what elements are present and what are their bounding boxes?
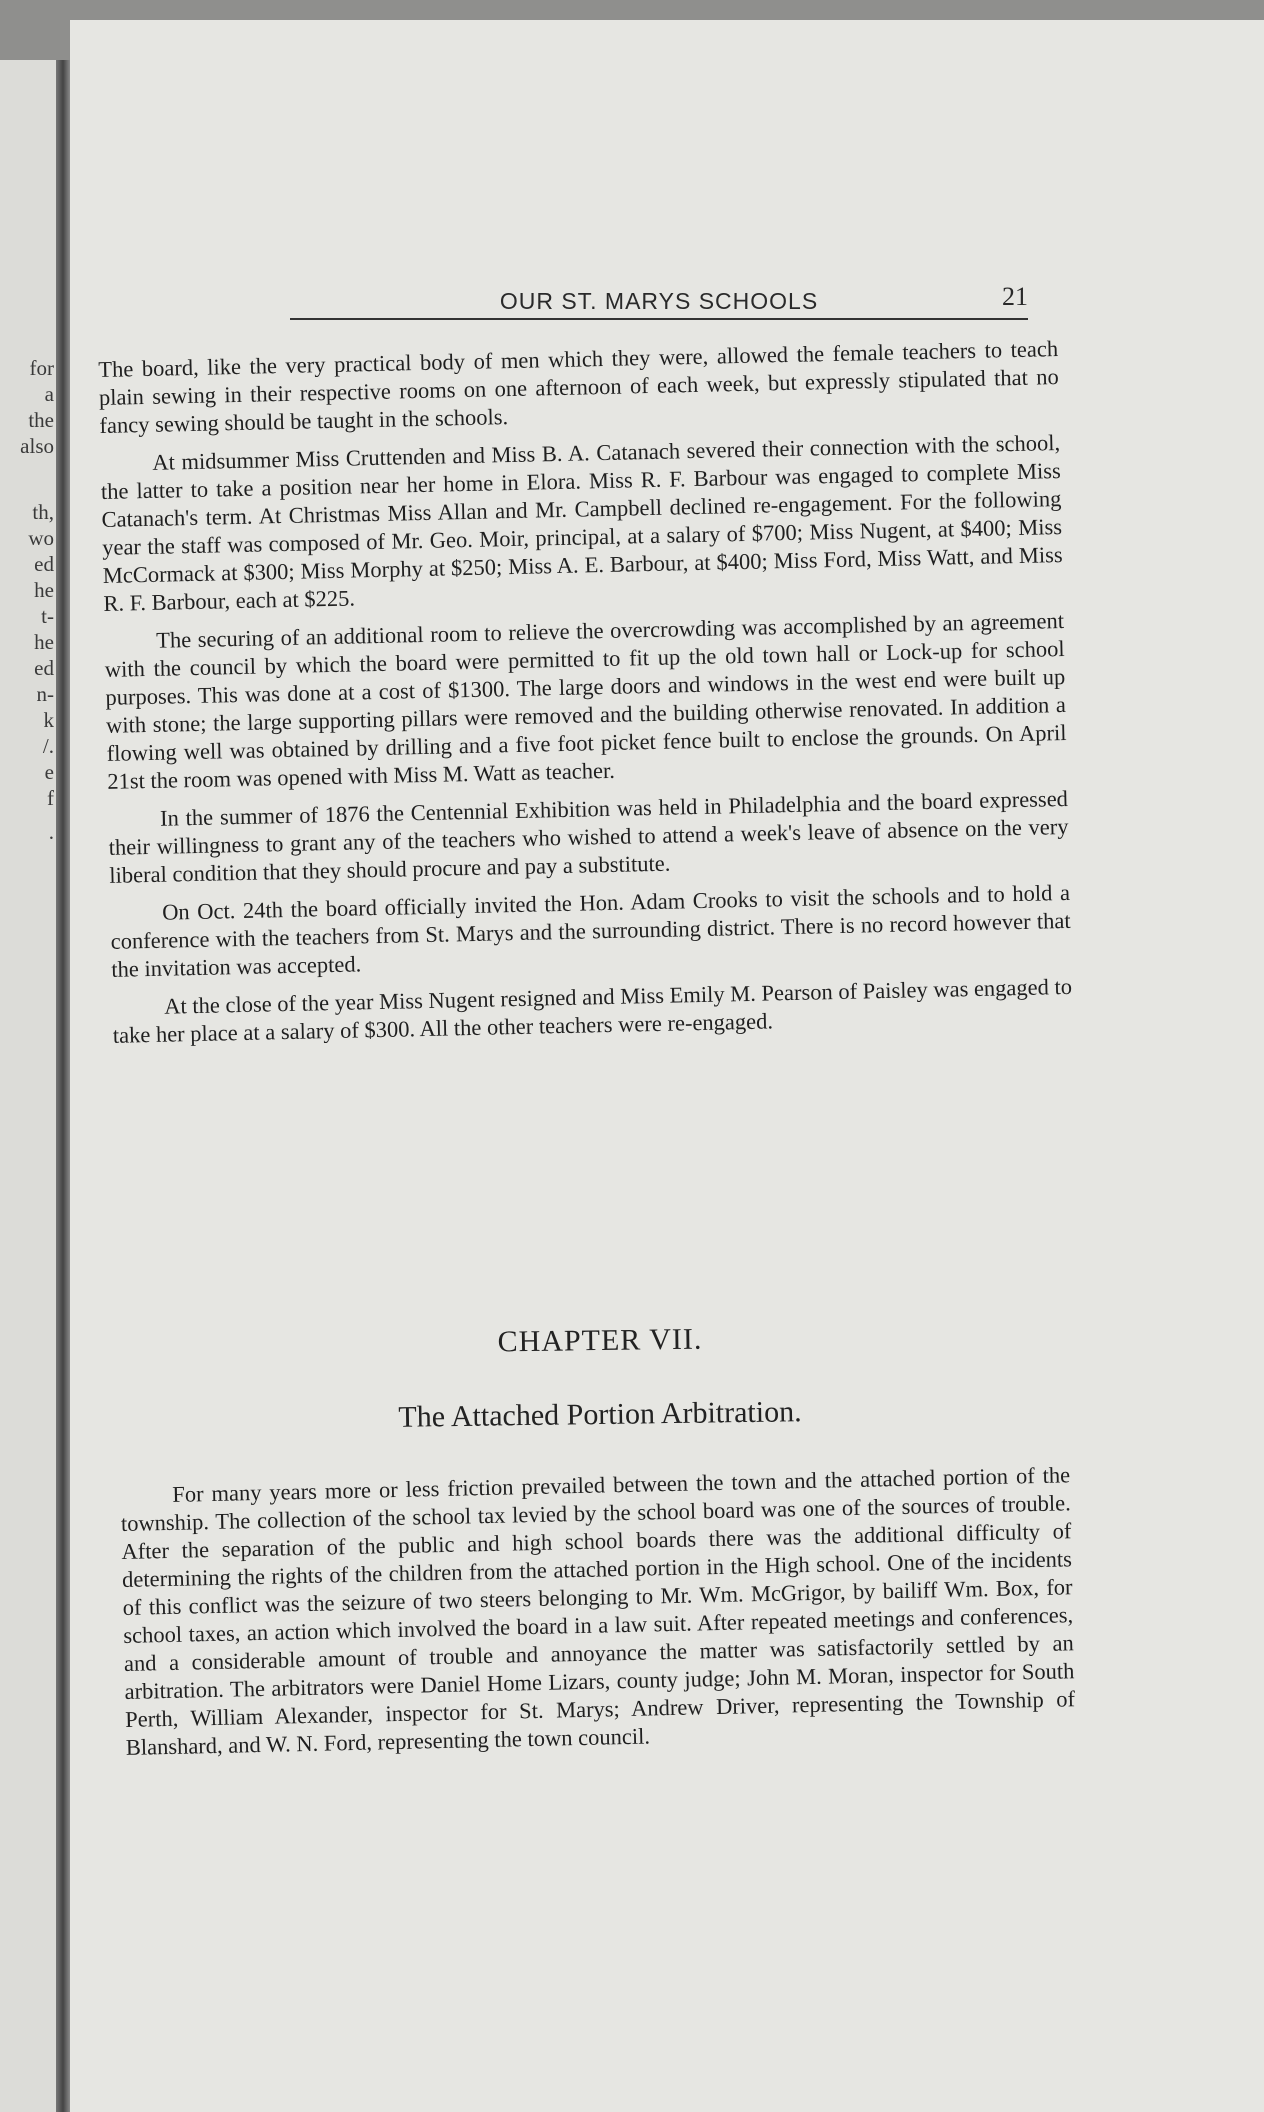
paragraph: The board, like the very practical body of men which they were, allowed the female teachers to teach plain sewing in their respective rooms on one afternoon of each week, but expressly stipulated that no fancy sewing should be taught in the schools.	[98, 336, 1059, 438]
facing-page-fragment: the	[28, 408, 54, 432]
book-gutter	[56, 60, 70, 2112]
chapter-title: The Attached Portion Arbitration.	[398, 1395, 802, 1434]
facing-page-fragment: ed	[34, 552, 54, 576]
facing-page-fragment: t-	[41, 604, 54, 628]
body-text	[98, 335, 1073, 1060]
facing-page-fragment: also	[20, 434, 54, 458]
chapter-number: CHAPTER VII.	[497, 1322, 703, 1359]
paragraph: In the summer of 1876 the Centennial Exhibition was held in Philadelphia and the board expressed their willingness to grant any of the teachers who wished to attend a week's leave of absence on the very liberal condition that they should procure and pay a substitute.	[108, 785, 1069, 888]
chapter-text	[120, 1461, 1076, 1772]
facing-page-fragment: th,	[32, 500, 54, 524]
facing-page-fragment: wo	[28, 526, 54, 550]
facing-page-edge	[0, 60, 62, 2112]
facing-page-fragment: n-	[36, 682, 54, 706]
facing-page-fragment: a	[44, 382, 54, 406]
paragraph: At midsummer Miss Cruttenden and Miss B. A. Catanach severed their connection with the school, the latter to take a position near her home in Elora. Miss R. F. Barbour was engaged to complete Miss Catanach's term. At Christmas Miss Allan and Mr. Campbell declined re-engagement. For the following year the staff was composed of Mr. Geo. Moir, principal, at a salary of $700; Miss Nugent, at $400; Miss McCormack at $300; Miss Morphy at $250; Miss A. E. Barbour, at $400; Miss Ford, Miss Watt, and Miss R. F. Barbour, each at $225.	[100, 430, 1063, 616]
facing-page-fragment: he	[34, 578, 54, 602]
paragraph: On Oct. 24th the board officially invited the Hon. Adam Crooks to visit the schools and to hold a conference with the teachers from St. Marys and the surrounding district. There is no record however that the invitation was accepted.	[110, 879, 1071, 982]
facing-page-fragment: .	[48, 820, 54, 844]
paragraph: At the close of the year Miss Nugent resigned and Miss Emily M. Pearson of Paisley was engaged to take her place at a salary of $300. All the other teachers were re-engaged.	[112, 973, 1073, 1048]
paragraph: The securing of an additional room to relieve the overcrowding was accomplished by an agreement with the council by which the board were permitted to fit up the old town hall or Lock-up for school purposes. This was done at a cost of $1300. The large doors and windows in the west end were built up with stone; the large supporting pillars were removed and the building otherwise renovated. In addition a flowing well was obtained by drilling and a five foot picket fence built to enclose the grounds. On April 21st the room was opened with Miss M. Watt as teacher.	[104, 607, 1067, 794]
facing-page-fragment: he	[34, 630, 54, 654]
paragraph: For many years more or less friction prevailed between the town and the attached portion of the township. The collection of the school tax levied by the school board was one of the sources of trouble. After the separation of the public and high school boards there was the additional difficulty of determining the rights of the children from the attached portion in the High school. One of the incidents of this conflict was the seizure of two steers belonging to Mr. Wm. McGrigor, by bailiff Wm. Box, for school taxes, an action which involved the board in a law suit. After repeated meetings and conferences, and a considerable amount of trouble and annoyance the matter was satisfactorily settled by an arbitration. The arbitrators were Daniel Home Lizars, county judge; John M. Moran, inspector for South Perth, William Alexander, inspector for St. Marys; Andrew Driver, representing the Township of Blanshard, and W. N. Ford, representing the town council.	[120, 1462, 1076, 1760]
facing-page-fragment: for	[29, 356, 54, 380]
facing-page-fragment: e	[44, 760, 54, 784]
facing-page-fragment: k	[43, 708, 54, 732]
facing-page-fragment: ed	[34, 656, 54, 680]
running-title: OUR ST. MARYS SCHOOLS	[499, 288, 819, 314]
page-header	[290, 268, 1028, 320]
book-page	[70, 20, 1264, 2112]
facing-page-fragment: /.	[42, 734, 54, 758]
page-number: 21	[1002, 282, 1028, 311]
facing-page-fragment: f	[47, 786, 54, 810]
